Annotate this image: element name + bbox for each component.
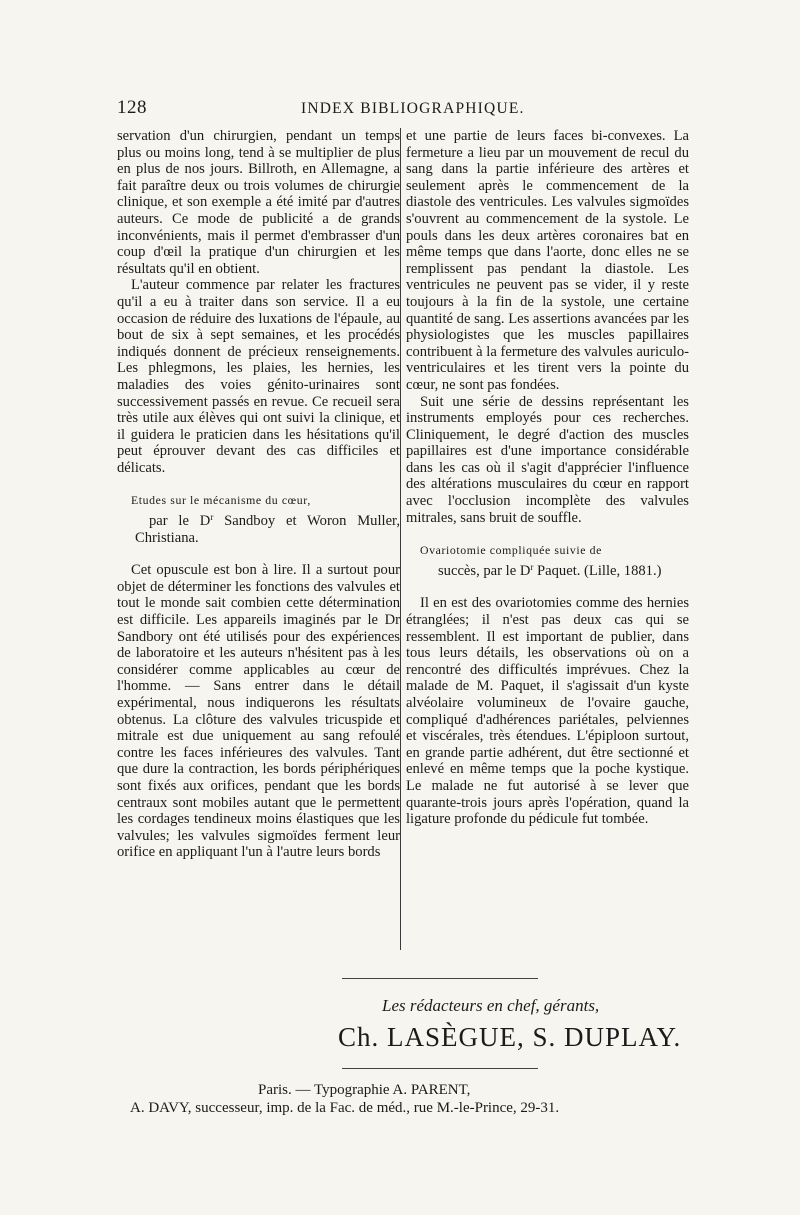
page-header <box>117 97 673 121</box>
section-title-sandboy-prefix: par le D <box>149 513 211 530</box>
section-title-paquet-sup: r <box>530 561 534 572</box>
right-paragraph-3: Il en est des ovariotomies comme des hernies étranglées; il n'est pas deux cas qui se ressemblent. Il est important de publier, dans tous leurs détails, les observations où on a rencontré des difficultés imprévues. Chez la malade de M. Paquet, il s'agissait d'un kyste alvéolaire volumineux de l'ovaire gauche, compliqué d'adhérences pariétales, pelviennes et viscérales, très étendues. L'épiploon surtout, en grande partie adhérent, dut être sectionné et enlevé en même temps que la poche kystique. Le malade ne fut autorisé à se lever que quarante-trois jours après l'opération, quand la ligature profonde du pédicule fut tombée. <box>406 595 689 828</box>
left-paragraph-1: servation d'un chirurgien, pendant un temps plus ou moins long, tend à se multiplier de plus en plus de nos jours. Billroth, en Allemagne, a fait paraître deux ou trois volumes de chirurgie clinique, et son exemple a été imité par d'autres auteurs. Ce mode de publicité a de grands inconvénients, mais il permet d'embrasser d'un coup d'œil la pratique d'un chirurgien et les résultats qu'il en obtient. <box>117 128 400 277</box>
divider-rule <box>342 978 538 979</box>
column-divider <box>400 128 401 950</box>
editors-names: Ch. LASÈGUE, S. DUPLAY. <box>338 1022 682 1052</box>
right-paragraph-1: et une partie de leurs faces bi-convexes. La fermeture a lieu par un mouvement de recul du sang dans la partie inférieure des artères et seulement après le commencement de la diastole des ventricules. Les valvules sigmoïdes s'ouvrent au commencement de la systole. Le pouls dans les deux artères coronaires bat en même temps que dans l'aorte, donc elles ne se remplissent pas pendant la diastole. Les ventricules ne peuvent pas se vider, il y reste toujours à la fin de la systole, une certaine quantité de sang. Les assertions avancées par les physiologistes que les muscles papillaires contribuent à la fermeture des valvules auriculo-ventriculaires et les tirent vers la pointe du cœur, ne sont pas fondées. <box>406 128 689 393</box>
left-column <box>117 128 400 861</box>
section-title-sandboy <box>117 492 400 546</box>
section-title-paquet-prefix: succès, par le D <box>438 562 531 579</box>
printer-line-1: Paris. — Typographie A. PARENT, <box>258 1082 471 1098</box>
printer-line-2: A. DAVY, successeur, imp. de la Fac. de méd., rue M.-le-Prince, 29-31. <box>130 1100 560 1116</box>
right-paragraph-2: Suit une série de dessins représentant les instruments employés pour ces recherches. Cliniquement, le degré d'action des muscles papillaires est d'une importance considérable dans les cas où il s'agit d'apprécier l'influence des altérations musculaires du cœur en rapport avec l'occlusion incomplète des valvules mitrales, sans bruit de souffle. <box>406 393 689 526</box>
running-title: INDEX BIBLIOGRAPHIQUE. <box>301 100 525 117</box>
section-title-paquet-main: Ovariotomie compliquée suivie de <box>420 543 603 558</box>
divider-rule-bottom <box>342 1068 538 1069</box>
section-title-sandboy-authors: Sandboy et Woron Muller, Christiana. <box>135 513 400 546</box>
section-title-paquet <box>406 542 689 579</box>
left-paragraph-3: Cet opuscule est bon à lire. Il a surtout pour objet de déterminer les fonctions des valvules et tout le monde sait combien cette détermination est difficile. Les appareils imaginés par le Dr Sandbory ont été utilisés pour des expériences de laboratoire et les auteurs n'hésitent pas à les considérer comme applicables au cœur de l'homme. — Sans entrer dans le détail expérimental, nous indiquerons les résultats obtenus. La clôture des valvules tricuspide et mitrale est due uniquement au sang refoulé contre les faces inférieures des valvules. Tant que dure la contraction, les bords périphériques sont fixés aux orifices, pendant que les bords centraux sont mobiles autant que le permettent les cordages tendineux moins élastiques que les valvules; les valvules sigmoïdes ferment leur orifice en appliquant l'un à l'autre leurs bords <box>117 562 400 861</box>
editors-line: Les rédacteurs en chef, gérants, <box>382 996 600 1015</box>
section-title-paquet-authors: Paquet. (Lille, 1881.) <box>533 562 662 579</box>
page-number: 128 <box>117 97 147 118</box>
section-title-sandboy-main: Etudes sur le mécanisme du cœur, <box>131 493 311 508</box>
right-column <box>406 128 689 828</box>
section-title-sandboy-sup: r <box>210 512 214 523</box>
left-paragraph-2: L'auteur commence par relater les fractures qu'il a eu à traiter dans son service. Il a eu occasion de réduire des luxations de l'épaule, au bout de six à sept semaines, et les procédés indiqués donnent de précieux renseignements. Les phlegmons, les plaies, les hernies, les maladies des voies génito-urinaires sont successivement passés en revue. Ce recueil sera très utile aux élèves qui ont suivi la clinique, et il guidera le praticien dans les hésitations qu'il peut éprouver devant des cas difficiles et délicats. <box>117 277 400 476</box>
